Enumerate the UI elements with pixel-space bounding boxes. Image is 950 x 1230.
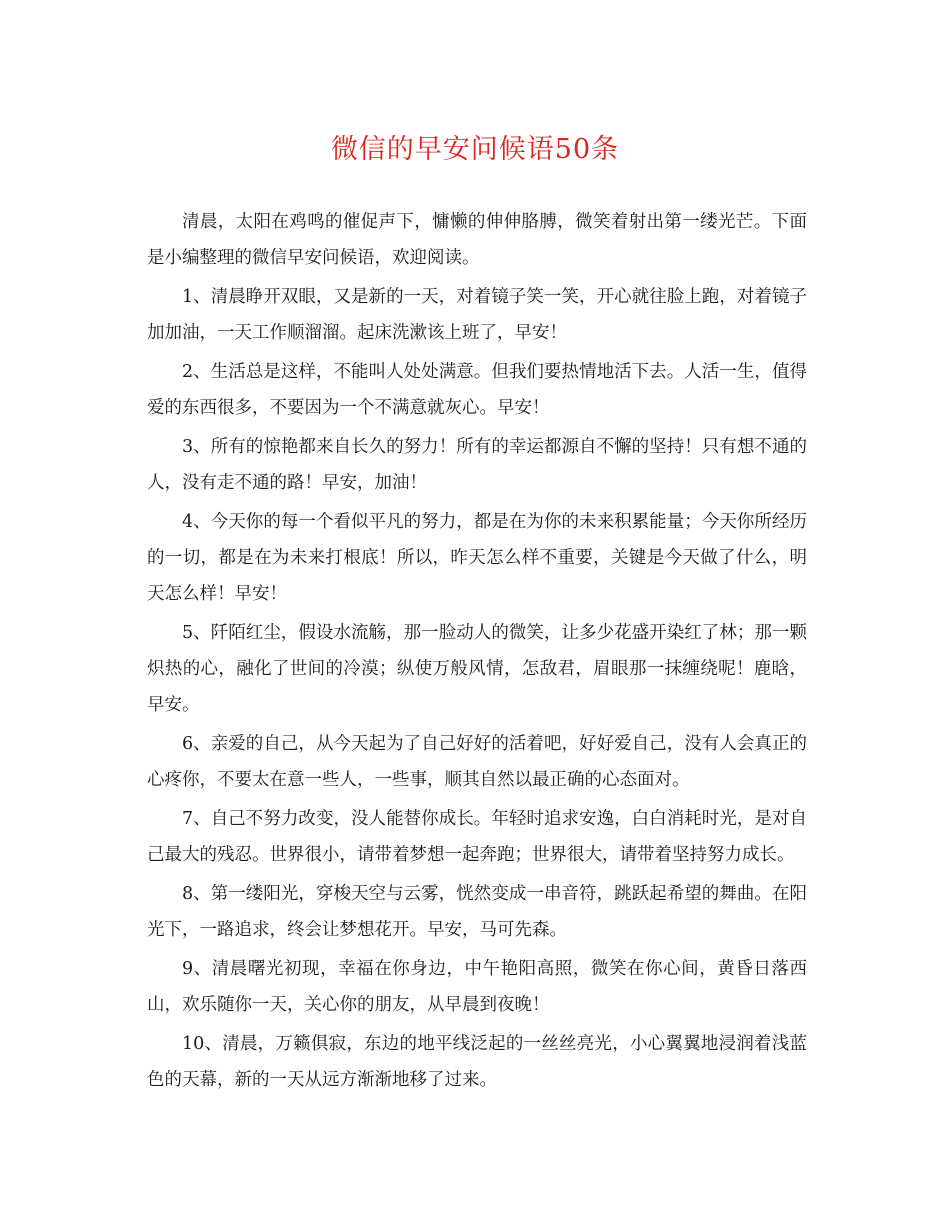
greeting-item-6: 6、亲爱的自己，从今天起为了自己好好的活着吧，好好爱自己，没有人会真正的心疼你，不要太在意一些人，一些事，顺其自然以最正确的心态面对。: [147, 734, 807, 790]
greeting-item-7: 7、自己不努力改变，没人能替你成长。年轻时追求安逸，白白消耗时光，是对自己最大的残忍。世界很小，请带着梦想一起奔跑；世界很大，请带着坚持努力成长。: [147, 809, 807, 865]
greeting-item-1: 1、清晨睁开双眼，又是新的一天，对着镜子笑一笑，开心就往脸上跑，对着镜子加加油，一天工作顺溜溜。起床洗漱该上班了，早安！: [147, 287, 807, 343]
intro-paragraph: 清晨，太阳在鸡鸣的催促声下，慵懒的伸伸胳膊，微笑着射出第一缕光芒。下面是小编整理的微信早安问候语，欢迎阅读。: [147, 212, 807, 268]
greeting-item-4: 4、今天你的每一个看似平凡的努力，都是在为你的未来积累能量；今天你所经历的一切，都是在为未来打根底！所以，昨天怎么样不重要，关键是今天做了什么，明天怎么样！早安！: [147, 512, 807, 604]
greeting-item-10: 10、清晨，万籁俱寂，东边的地平线泛起的一丝丝亮光，小心翼翼地浸润着浅蓝色的天幕，新的一天从远方渐渐地移了过来。: [147, 1034, 807, 1090]
document-body: [147, 204, 807, 1101]
greeting-item-9: 9、清晨曙光初现，幸福在你身边，中午艳阳高照，微笑在你心间，黄昏日落西山，欢乐随你一天，关心你的朋友，从早晨到夜晚！: [147, 959, 807, 1015]
greeting-item-8: 8、第一缕阳光，穿梭天空与云雾，恍然变成一串音符，跳跃起希望的舞曲。在阳光下，一路追求，终会让梦想花开。早安，马可先森。: [147, 884, 807, 940]
document-title: 微信的早安问候语50条: [330, 134, 620, 165]
greeting-item-5: 5、阡陌红尘，假设水流觞，那一脸动人的微笑，让多少花盛开染红了林；那一颗炽热的心，融化了世间的冷漠；纵使万般风情，怎敌君，眉眼那一抹缠绕呢！鹿晗，早安。: [147, 623, 807, 715]
greeting-item-2: 2、生活总是这样，不能叫人处处满意。但我们要热情地活下去。人活一生，值得爱的东西很多，不要因为一个不满意就灰心。早安！: [147, 362, 807, 418]
greeting-item-3: 3、所有的惊艳都来自长久的努力！所有的幸运都源自不懈的坚持！只有想不通的人，没有走不通的路！早安，加油！: [147, 437, 807, 493]
